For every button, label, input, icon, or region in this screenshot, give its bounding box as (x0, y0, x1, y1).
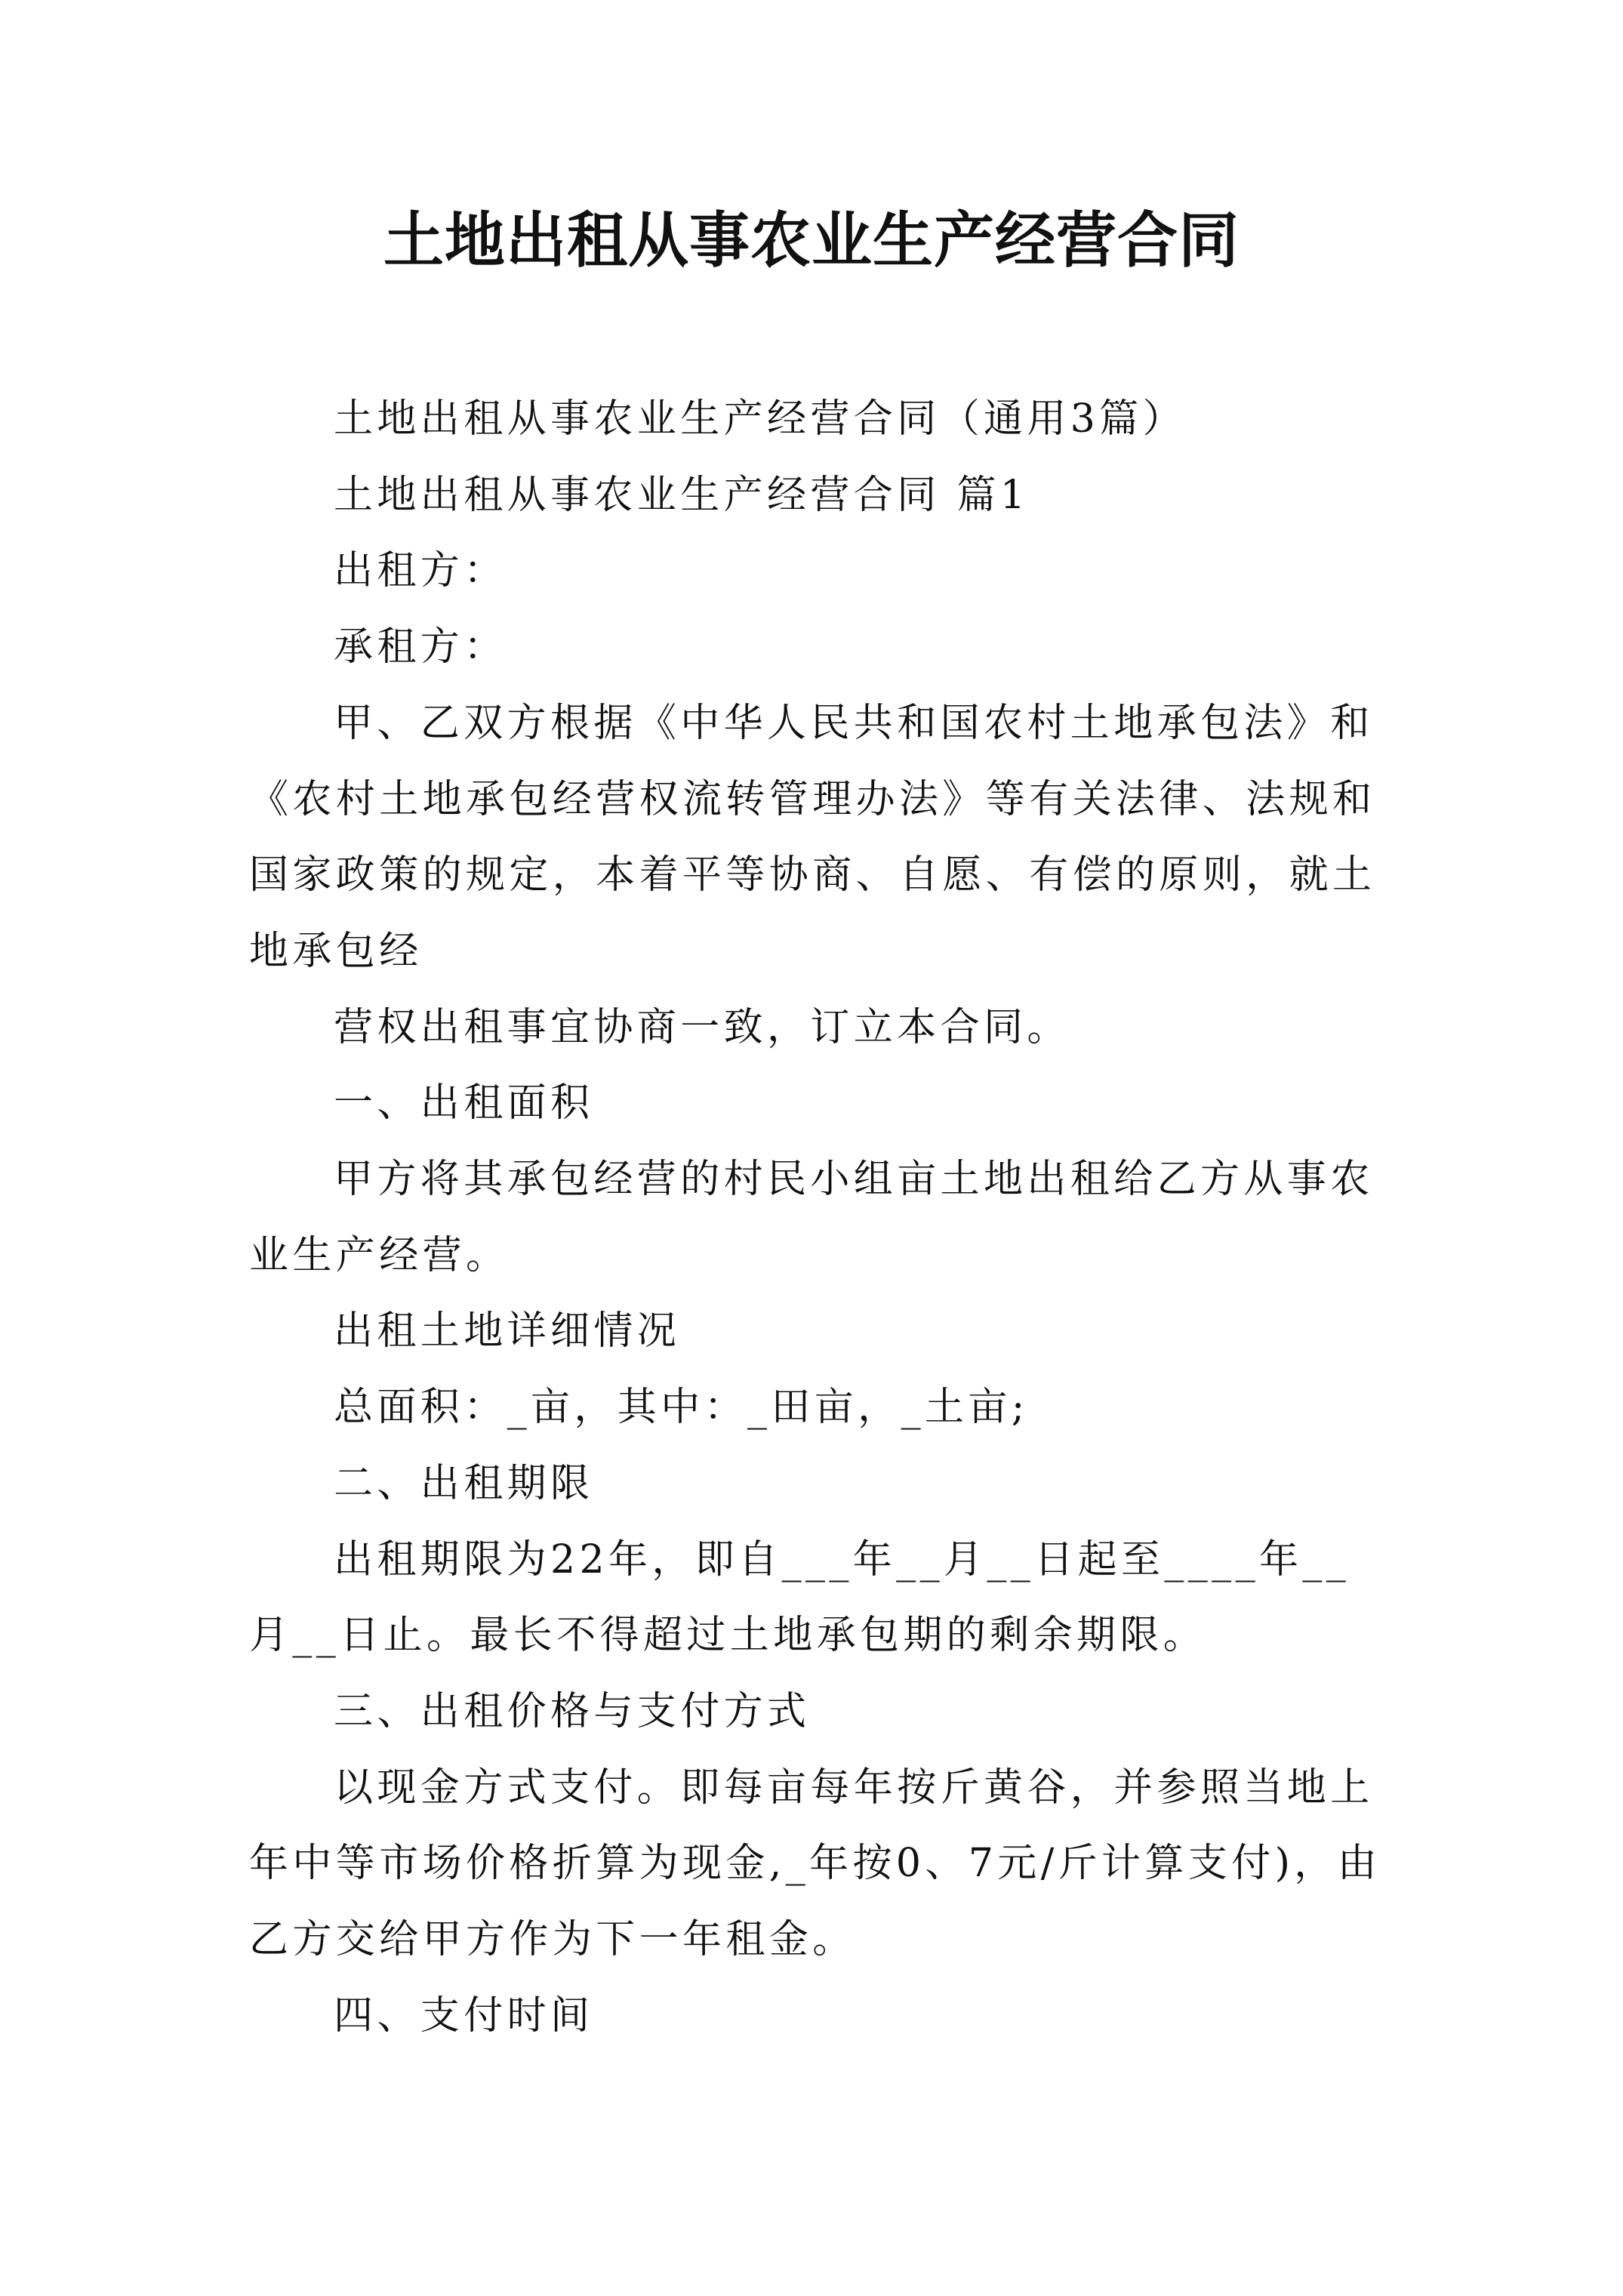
paragraph-price: 以现金方式支付。即每亩每年按斤黄谷，并参照当地上年中等市场价格折算为现金,_年按0、7元/斤计算支付)，由乙方交给甲方作为下一年租金。 (249, 1764, 1381, 1963)
section-heading-term: 二、出租期限 (334, 1460, 594, 1506)
document-title: 土地出租从事农业生产经营合同 (383, 205, 1240, 276)
paragraph-subtitle: 土地出租从事农业生产经营合同（通用3篇） (334, 396, 1187, 442)
paragraph-total-area: 总面积：_亩，其中：_田亩，_土亩; (334, 1385, 1029, 1431)
paragraph-preamble-cont: 营权出租事宜协商一致，订立本合同。 (334, 1004, 1070, 1050)
paragraph-preamble: 甲、乙双方根据《中华人民共和国农村土地承包法》和《农村土地承包经营权流转管理办法》等有关法律、法规和国家政策的规定，本着平等协商、自愿、有偿的原则，就土地承包经 (249, 700, 1376, 974)
paragraph-term: 出租期限为22年，即自___年__月__日起至____年__月__日止。最长不得超过土地承包期的剩余期限。 (249, 1536, 1350, 1659)
document-body (249, 381, 1381, 2054)
paragraph-lessee: 承租方： (334, 624, 507, 670)
section-heading-price: 三、出租价格与支付方式 (334, 1688, 811, 1734)
paragraph-lessor: 出租方： (334, 548, 507, 594)
section-heading-area: 一、出租面积 (334, 1080, 594, 1126)
paragraph-land-details: 出租土地详细情况 (334, 1308, 681, 1354)
paragraph-area: 甲方将其承包经营的村民小组亩土地出租给乙方从事农业生产经营。 (249, 1157, 1374, 1278)
paragraph-part-heading: 土地出租从事农业生产经营合同 篇1 (334, 472, 1030, 518)
section-heading-payment-time: 四、支付时间 (334, 1992, 594, 2039)
